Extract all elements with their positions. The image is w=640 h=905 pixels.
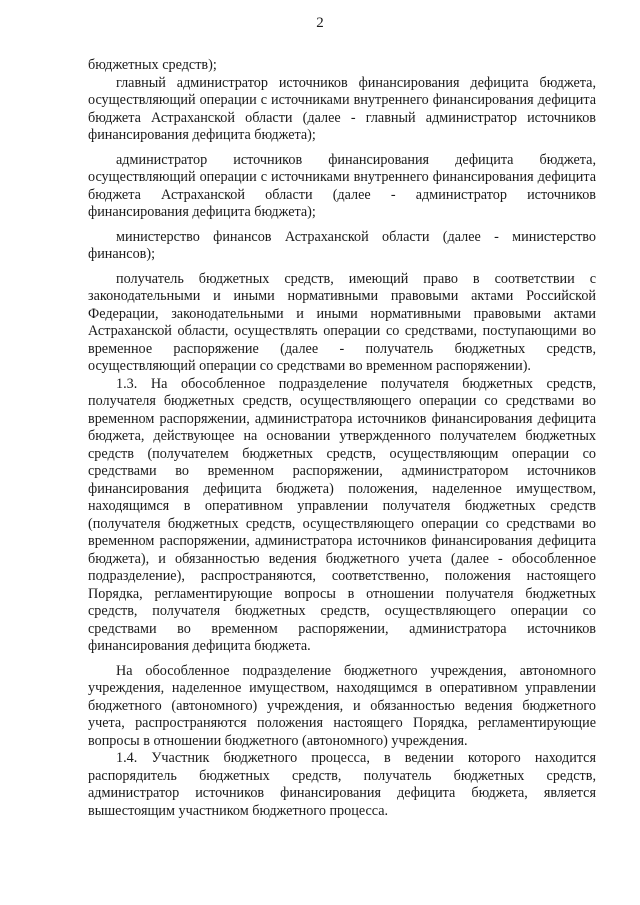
paragraph-clause-1-3: 1.3. На обособленное подразделение получателя бюджетных средств, получателя бюджетных средств, осуществляющего операции со средствами во временном распоряжении, администратора источников финансирования дефицита бюджета, действующее на основании утвержденного получателем бюджетных средств (получателем бюджетных средств, осуществляющим операции со средствами во временном распоряжении, администратором источников финансирования дефицита бюджета) положения, наделенное имуществом, находящимся в оперативном управлении получателя бюджетных средств (получателя бюджетных средств, осуществляющего операции со средствами во временном распоряжении, администратора источников финансирования дефицита бюджета), и обязанностью ведения бюджетного учета (далее - обособленное подразделение), распространяются, соответственно, положения настоящего Порядка, регламентирующие вопросы в отношении получателя бюджетных средств, получателя бюджетных средств, осуществляющего операции со средствами во временном распоряжении, администратора источников финансирования дефицита бюджета. [88, 375, 596, 654]
paragraph-separate-division-institution: На обособленное подразделение бюджетного учреждения, автономного учреждения, наделенное имуществом, находящимся в оперативном управлении бюджетного (автономного) учреждения, и обязанностью ведения бюджетного учета, распространяются положения настоящего Порядка, регламентирующие вопросы в отношении бюджетного (автономного) учреждения. [88, 662, 596, 749]
paragraph-budget-recipient: получатель бюджетных средств, имеющий право в соответствии с законодательными и иными нормативными правовыми актами Российской Федерации, законодательными и иными нормативными правовыми актами Астраханской области, осуществлять операции со средствами, поступающими во временное распоряжение (далее - получатель бюджетных средств, осуществляющий операции со средствами во временном распоряжении). [88, 270, 596, 374]
paragraph-continuation: бюджетных средств); [88, 57, 217, 73]
paragraph-ministry: министерство финансов Астраханской области (далее - министерство финансов); [88, 228, 596, 262]
paragraph-clause-1-4: 1.4. Участник бюджетного процесса, в ведении которого находится распорядитель бюджетных средств, получатель бюджетных средств, администратор источников финансирования дефицита бюджета, является вышестоящим участником бюджетного процесса. [88, 750, 596, 819]
page-number: 2 [316, 15, 324, 31]
document-body [88, 57, 596, 820]
paragraph-administrator: администратор источников финансирования дефицита бюджета, осуществляющий операции с источниками внутреннего финансирования дефицита бюджета Астраханской области (далее - администратор источников финансирования дефицита бюджета); [88, 151, 596, 220]
paragraph-main-administrator: главный администратор источников финансирования дефицита бюджета, осуществляющий операции с источниками внутреннего финансирования дефицита бюджета Астраханской области (далее - главный администратор источников финансирования дефицита бюджета); [88, 74, 596, 143]
